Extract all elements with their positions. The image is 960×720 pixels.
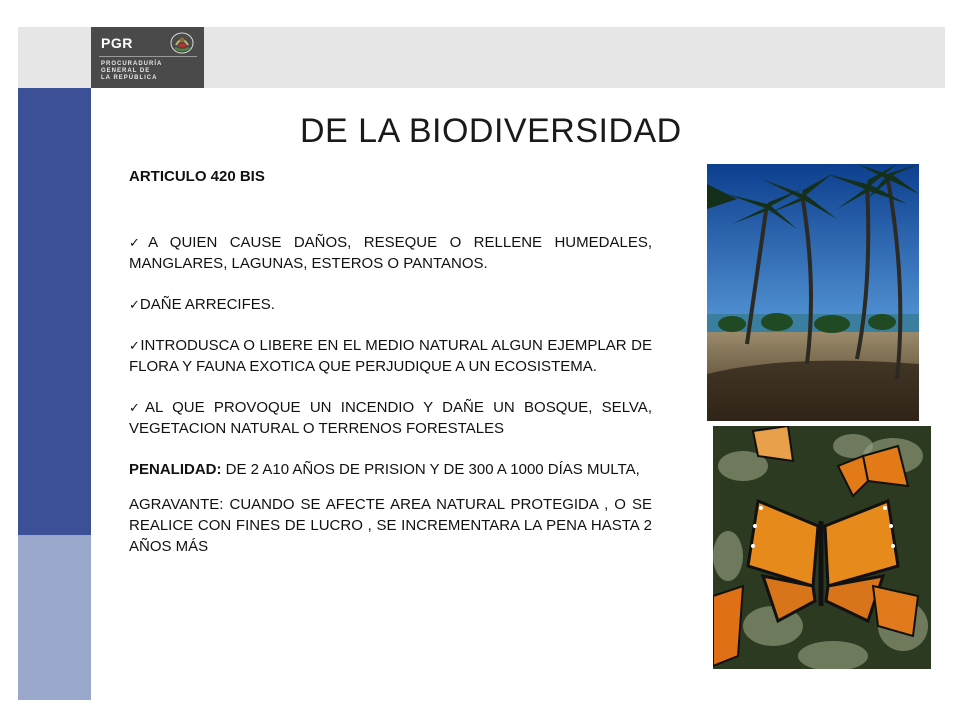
check-icon: ✓ bbox=[129, 235, 149, 250]
aggravating-paragraph: AGRAVANTE: CUANDO SE AFECTE AREA NATURAL PROTEGIDA , O SE REALICE CON FINES DE LUCRO , SE INCREMENTARA LA PENA HASTA 2 AÑOS MÁS bbox=[129, 496, 652, 555]
bullet-item bbox=[129, 335, 652, 377]
bullet-item bbox=[129, 397, 652, 439]
palm-beach-photo bbox=[707, 164, 919, 421]
bullet-text: AL QUE PROVOQUE UN INCENDIO Y DAÑE UN BOSQUE, SELVA, VEGETACION NATURAL O TERRENOS FORESTALES bbox=[129, 399, 652, 437]
check-icon: ✓ bbox=[129, 400, 146, 415]
logo-subtitle-line: PROCURADURÍA bbox=[101, 61, 163, 67]
sidebar-dark-bar bbox=[18, 88, 91, 535]
bullet-item bbox=[129, 294, 652, 315]
bullet-item bbox=[129, 232, 652, 274]
logo-subtitle-line: LA REPÚBLICA bbox=[101, 75, 158, 81]
penalty-label: PENALIDAD: bbox=[129, 461, 222, 478]
penalty-paragraph bbox=[129, 459, 652, 480]
monarch-butterflies-photo bbox=[713, 426, 931, 669]
penalty-text: DE 2 A10 AÑOS DE PRISION Y DE 300 A 1000 DÍAS MULTA, bbox=[221, 461, 640, 478]
logo-subtitle-line: GENERAL DE bbox=[101, 68, 151, 74]
logo-subtitle bbox=[101, 61, 162, 82]
logo-text: PGR bbox=[101, 35, 133, 51]
logo-divider bbox=[99, 56, 197, 57]
sidebar-light-bar bbox=[18, 535, 91, 700]
bullet-text: INTRODUSCA O LIBERE EN EL MEDIO NATURAL ALGUN EJEMPLAR DE FLORA Y FAUNA EXOTICA QUE PERJUDIQUE A UN ECOSISTEMA. bbox=[129, 337, 653, 375]
slide-title: DE LA BIODIVERSIDAD bbox=[300, 112, 682, 150]
check-icon: ✓ bbox=[129, 297, 140, 312]
bullet-text: DAÑE ARRECIFES. bbox=[139, 296, 275, 313]
pgr-logo bbox=[91, 27, 204, 88]
check-icon: ✓ bbox=[129, 338, 141, 353]
slide-body bbox=[129, 166, 652, 571]
bullet-text: A QUIEN CAUSE DAÑOS, RESEQUE O RELLENE HUMEDALES, MANGLARES, LAGUNAS, ESTEROS O PANTANOS. bbox=[129, 234, 652, 272]
article-heading: ARTICULO 420 BIS bbox=[129, 168, 265, 185]
national-seal-icon bbox=[169, 31, 195, 55]
